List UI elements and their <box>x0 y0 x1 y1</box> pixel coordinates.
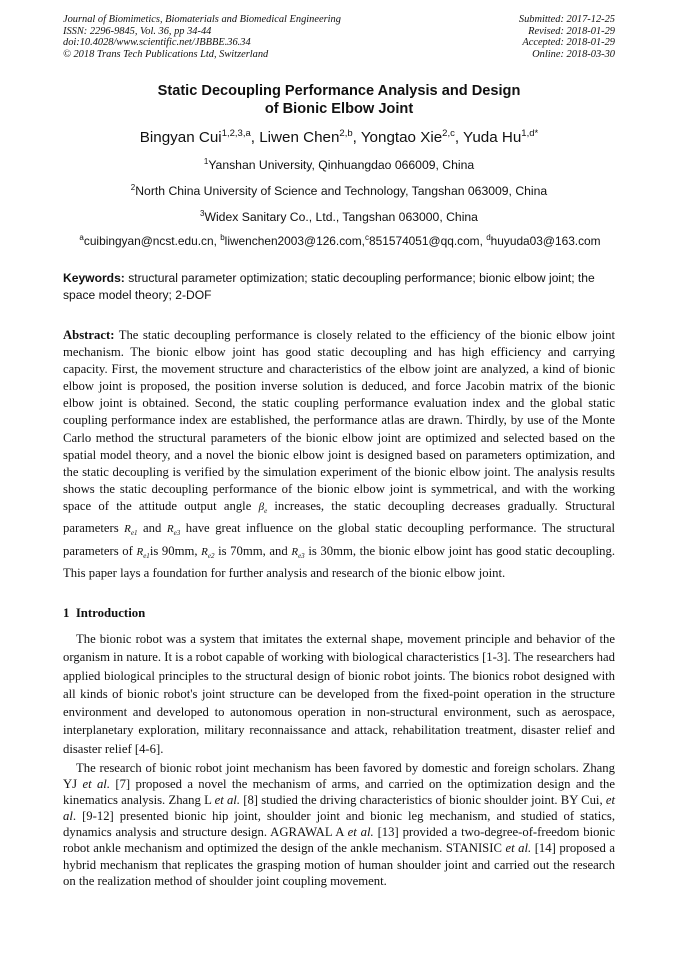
r-char: R <box>166 523 174 536</box>
author-name: Yuda Hu <box>463 129 522 147</box>
abstract-text-3: and <box>143 521 162 536</box>
r-e3-symbol <box>166 523 181 538</box>
affiliation-sup: 3 <box>200 209 205 218</box>
para2-text-e: [13] provided a two-degree-of-freedom bionic robot ankle mechanism and optimized the design of the ankle mechanism. STANISIC <box>63 825 616 856</box>
issn: ISSN: 2296-9845, Vol. 36, pp 34-44 <box>63 25 212 37</box>
r-e1-symbol <box>124 523 138 538</box>
email-link[interactable]: liwenchen2003@126.com, <box>224 233 365 248</box>
email-sup: a <box>79 233 84 242</box>
revised-date: Revised: 2018-01-29 <box>528 25 615 37</box>
beta-sub: e <box>264 507 268 516</box>
affiliation-text: Yanshan University, Qinhuangdao 066009, China <box>208 158 475 173</box>
et-al: et al <box>63 793 616 824</box>
et-al: et al. <box>82 777 110 792</box>
copyright: © 2018 Trans Tech Publications Ltd, Switzerland <box>63 48 269 60</box>
affiliation-1 <box>0 154 678 173</box>
affiliation-sup: 2 <box>130 183 136 192</box>
online-date: Online: 2018-03-30 <box>532 48 615 60</box>
r-e2-symbol <box>201 546 214 558</box>
author-name: Liwen Chen <box>259 129 340 147</box>
affiliation-2 <box>0 180 678 199</box>
author-sup: 2,c <box>442 128 455 139</box>
r-sub: e2 <box>207 551 215 560</box>
author-sep: , <box>250 129 260 147</box>
author-name: Yongtao Xie <box>360 129 443 147</box>
author-emails <box>60 230 620 249</box>
email-sup: c <box>365 233 369 242</box>
r-sub: e1 <box>143 551 150 560</box>
r-sub: e3 <box>173 529 181 538</box>
section-title: Introduction <box>75 606 146 620</box>
abstract-label: Abstract: <box>63 328 115 342</box>
author-list <box>0 124 678 148</box>
abstract-text-5: is 90mm, <box>149 543 198 558</box>
et-al: et al. <box>347 825 374 840</box>
keywords-text: structural parameter optimization; static decoupling performance; bionic elbow joint; the space model theory; 2-DOF <box>63 271 595 302</box>
affiliation-text: Widex Sanitary Co., Ltd., Tangshan 063000, China <box>204 210 478 225</box>
doi: doi:10.4028/www.scientific.net/JBBBE.36.34 <box>63 37 251 49</box>
abstract-text-7: is 30mm, the bionic elbow joint has good static decoupling. This paper lays a foundation for further analysis and research of the bionic elbow joint. <box>63 543 616 580</box>
title-line-1: Static Decoupling Performance Analysis and Design <box>157 83 521 99</box>
beta-symbol <box>258 500 268 516</box>
paper-title <box>0 82 678 118</box>
r-sub: e3 <box>298 551 305 560</box>
r-e3-symbol <box>291 546 304 558</box>
para2-text-c: [8] studied the driving characteristics of bionic shoulder joint. BY Cui, <box>243 793 603 808</box>
title-line-2: of Bionic Elbow Joint <box>264 101 414 117</box>
keywords-label: Keywords: <box>63 271 125 285</box>
r-char: R <box>291 545 299 558</box>
et-al: et al. <box>505 841 532 856</box>
email-sup: d <box>486 233 491 242</box>
journal-info <box>63 14 341 60</box>
intro-paragraph-1: The bionic robot was a system that imitates the external shape, movement principle and behavior of the organism in nature. It is a robot capable of working with biological characteristics [1-3]. The researchers had applied biological principles to the structural design of bionic robot joints. The bionics robot designed with all kinds of bionic robot's joint structure can be developed from the fixed-point operation in the structure environment and developed to autonomous operation in non-structural environment, such as aerospace, interplanetary exploration, military reconnaissance and attack, rehabilitation treatment, disaster relief and disaster relief [4-6]. <box>63 632 615 756</box>
r-char: R <box>124 523 131 536</box>
abstract-text-6: is 70mm, and <box>218 543 288 558</box>
intro-paragraph-2 <box>63 760 615 889</box>
keywords <box>63 270 615 304</box>
para2-text-b: [7] proposed a novel the mechanism of arms, and carried on the optimization design and the kinematics analysis. Zhang L <box>63 777 616 808</box>
publication-dates <box>519 14 615 60</box>
para2-text-a: The research of bionic robot joint mechanism has been favored by domestic and foreign scholars. Zhang YJ <box>63 761 615 792</box>
abstract-text-4: have great influence on the global static decoupling performance. The structural parameters of <box>63 521 616 558</box>
abstract <box>63 327 615 582</box>
et-al: et al. <box>214 793 240 808</box>
para2-text-f: [14] proposed a hybrid mechanism that replicates the grasping motion of human shoulder joint and carried out the research on the realization method of shoulder joint coupling movement. <box>63 841 615 888</box>
author-sup: 1,d* <box>521 128 539 139</box>
email-link[interactable]: 851574051@qq.com, <box>369 233 487 248</box>
affiliation-text: North China University of Science and Technology, Tangshan 063009, China <box>135 184 548 199</box>
r-sub: e1 <box>130 529 138 538</box>
abstract-text-2: increases, the static decoupling decreases gradually. Structural parameters <box>63 498 615 536</box>
author-sup: 1,2,3,a <box>221 128 251 139</box>
author-sep: , <box>454 129 464 147</box>
author-name: Bingyan Cui <box>139 129 222 147</box>
accepted-date: Accepted: 2018-01-29 <box>522 37 615 49</box>
submitted-date: Submitted: 2017-12-25 <box>518 14 615 25</box>
para2-text-d: . [9-12] presented bionic hip joint, shoulder joint and bionic leg mechanism, and studied of statics, dynamics analysis and structure design. AGRAWAL A <box>63 809 615 840</box>
journal-name: Journal of Biomimetics, Biomaterials and Biomedical Engineering <box>63 14 341 25</box>
email-link[interactable]: huyuda03@163.com <box>490 233 601 248</box>
r-e1-symbol <box>136 546 149 558</box>
email-link[interactable]: cuibingyan@ncst.edu.cn, <box>83 233 221 248</box>
section-number: 1 <box>63 606 70 620</box>
beta-char: β <box>258 500 265 513</box>
author-sep: , <box>352 129 361 147</box>
affiliation-3 <box>0 206 678 225</box>
r-char: R <box>201 545 208 558</box>
abstract-text-1: The static decoupling performance is closely related to the efficiency of the bionic elbow joint mechanism. The bionic elbow joint has good static decoupling and has high efficiency and carrying capacity. First, the movement structure and characteristics of the elbow joint are analyzed, a kind of bionic elbow joint is proposed, the position inverse solution is deduced, and force Jacobin matrix of the bionic elbow joint is obtained. Second, the static coupling performance evaluation index and the global static coupling performance index are established, the performance atlas are drawn. Thirdly, by use of the Monte Carlo method the structural parameters of the bionic elbow joint are optimized and selected based on the spatial model theory, and a novel the bionic elbow joint is designed based on parameters optimization, and the static decoupling is verified by the simulation experiment of the bionic elbow joint. The analysis results shows the static decoupling performance of the bionic elbow joint is symmetrical, and with the working space of the attitude output angle <box>63 328 615 513</box>
author-sup: 2,b <box>339 128 353 139</box>
section-heading <box>63 606 145 621</box>
affiliation-sup: 1 <box>203 157 209 166</box>
email-sup: b <box>220 233 225 242</box>
r-char: R <box>136 545 144 558</box>
